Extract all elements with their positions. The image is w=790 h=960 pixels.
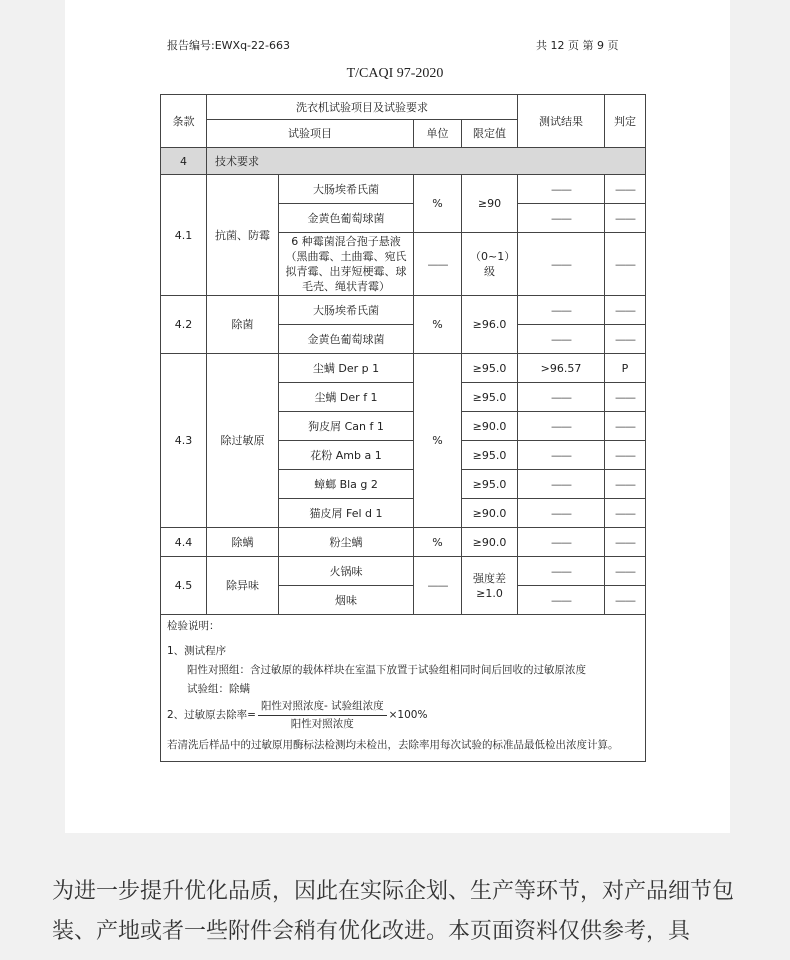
header-limit: 限定值	[462, 120, 518, 148]
promo-notice: 为进一步提升优化品质，因此在实际企划、生产等环节，对产品细节包装、产地或者一些附件会稍有优化改进。本页面资料仅供参考，具	[52, 879, 735, 944]
verdict-cell: ——	[605, 441, 646, 470]
verdict-cell: ——	[605, 412, 646, 441]
limit-cell: ≥95.0	[462, 470, 518, 499]
header-result: 测试结果	[518, 95, 605, 148]
unit-cell: %	[414, 354, 462, 528]
header-group: 洗衣机试验项目及试验要求	[207, 95, 518, 120]
clause-no: 4.4	[161, 528, 207, 557]
result-cell: ——	[518, 586, 605, 615]
header-clause: 条款	[161, 95, 207, 148]
result-cell: ——	[518, 175, 605, 204]
verdict-cell: ——	[605, 557, 646, 586]
result-cell: >96.57	[518, 354, 605, 383]
result-cell: ——	[518, 557, 605, 586]
limit-cell: （0~1）级	[462, 233, 518, 296]
clause-name: 抗菌、防霉	[207, 175, 279, 296]
table-row	[161, 175, 646, 204]
result-cell: ——	[518, 441, 605, 470]
notes-footer: 若清洗后样品中的过敏原用酶标法检测均未检出，去除率用每次试验的标准品最低检出浓度计算。	[167, 739, 619, 751]
limit-cell: ≥95.0	[462, 354, 518, 383]
test-item: 金黄色葡萄球菌	[279, 204, 414, 233]
formula-numerator: 阳性对照浓度- 试验组浓度	[258, 699, 387, 716]
result-cell: ——	[518, 499, 605, 528]
verdict-cell: P	[605, 354, 646, 383]
test-item: 烟味	[279, 586, 414, 615]
clause-no: 4.2	[161, 296, 207, 354]
result-cell: ——	[518, 296, 605, 325]
test-item: 蟑螂 Bla g 2	[279, 470, 414, 499]
clause-no: 4.5	[161, 557, 207, 615]
clause-name: 除异味	[207, 557, 279, 615]
result-cell: ——	[518, 383, 605, 412]
removal-rate-formula	[167, 699, 639, 732]
report-number: 报告编号:EWXq-22-663	[167, 39, 290, 52]
test-item: 火锅味	[279, 557, 414, 586]
test-item: 粉尘螨	[279, 528, 414, 557]
result-cell: ——	[518, 470, 605, 499]
formula-fraction	[258, 699, 387, 732]
table-row	[161, 354, 646, 383]
inspection-notes	[161, 615, 646, 762]
clause-name: 除过敏原	[207, 354, 279, 528]
limit-cell: ≥90.0	[462, 499, 518, 528]
header-unit: 单位	[414, 120, 462, 148]
unit-cell: %	[414, 296, 462, 354]
verdict-cell: ——	[605, 204, 646, 233]
limit-cell: ≥90.0	[462, 412, 518, 441]
result-cell: ——	[518, 325, 605, 354]
verdict-cell: ——	[605, 175, 646, 204]
verdict-cell: ——	[605, 528, 646, 557]
clause-name: 除螨	[207, 528, 279, 557]
formula-suffix: ×100%	[388, 709, 428, 721]
result-cell: ——	[518, 233, 605, 296]
notes-test-group: 试验组：除螨	[187, 683, 250, 695]
header-item: 试验项目	[207, 120, 414, 148]
limit-cell: ≥90	[462, 175, 518, 233]
document-title: T/CAQI 97-2020	[346, 66, 444, 81]
test-item: 6 种霉菌混合孢子悬液（黑曲霉、土曲霉、宛氏拟青霉、出芽短梗霉、球毛壳、绳状青霉）	[279, 233, 414, 296]
limit-cell: ≥95.0	[462, 441, 518, 470]
unit-cell: %	[414, 528, 462, 557]
notes-row	[161, 615, 646, 762]
verdict-cell: ——	[605, 499, 646, 528]
formula-denominator: 阳性对照浓度	[290, 718, 354, 730]
clause-no: 4.3	[161, 354, 207, 528]
test-item: 尘螨 Der f 1	[279, 383, 414, 412]
section-no: 4	[161, 148, 207, 175]
section-label: 技术要求	[207, 148, 646, 175]
verdict-cell: ——	[605, 470, 646, 499]
test-requirements-table	[160, 94, 646, 762]
limit-cell: 强度差≥1.0	[462, 557, 518, 615]
result-cell: ——	[518, 528, 605, 557]
verdict-cell: ——	[605, 383, 646, 412]
table-row	[161, 296, 646, 325]
test-item: 猫皮屑 Fel d 1	[279, 499, 414, 528]
notes-positive-group: 阳性对照组：含过敏原的载体样块在室温下放置于试验组相同时间后回收的过敏原浓度	[187, 664, 586, 676]
verdict-cell: ——	[605, 296, 646, 325]
limit-cell: ≥95.0	[462, 383, 518, 412]
verdict-cell: ——	[605, 233, 646, 296]
test-item: 尘螨 Der p 1	[279, 354, 414, 383]
verdict-cell: ——	[605, 586, 646, 615]
test-item: 花粉 Amb a 1	[279, 441, 414, 470]
unit-cell: ——	[414, 557, 462, 615]
notes-step1: 1、测试程序	[167, 645, 227, 657]
verdict-cell: ——	[605, 325, 646, 354]
formula-prefix: 2、过敏原去除率=	[167, 709, 256, 721]
table-row	[161, 557, 646, 586]
clause-no: 4.1	[161, 175, 207, 296]
unit-cell: ——	[414, 233, 462, 296]
notes-title: 检验说明：	[167, 620, 220, 632]
test-item: 大肠埃希氏菌	[279, 296, 414, 325]
section-row	[161, 148, 646, 175]
page-info: 共 12 页 第 9 页	[536, 39, 619, 52]
result-cell: ——	[518, 412, 605, 441]
test-item: 狗皮屑 Can f 1	[279, 412, 414, 441]
table-row	[161, 528, 646, 557]
test-item: 金黄色葡萄球菌	[279, 325, 414, 354]
header-verdict: 判定	[605, 95, 646, 148]
test-item: 大肠埃希氏菌	[279, 175, 414, 204]
unit-cell: %	[414, 175, 462, 233]
limit-cell: ≥90.0	[462, 528, 518, 557]
result-cell: ——	[518, 204, 605, 233]
limit-cell: ≥96.0	[462, 296, 518, 354]
table-header-row	[161, 95, 646, 120]
clause-name: 除菌	[207, 296, 279, 354]
